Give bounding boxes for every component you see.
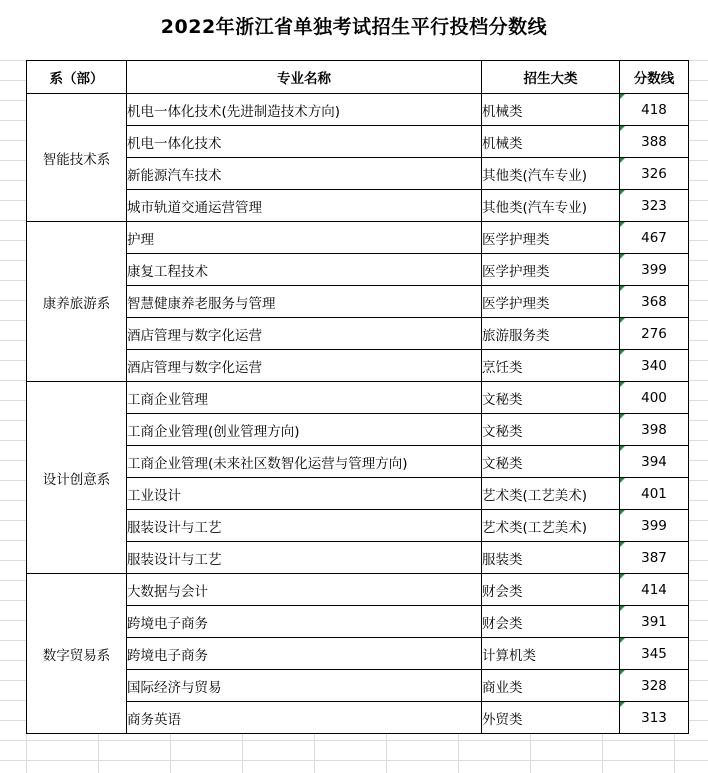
table-row (27, 542, 689, 574)
category-cell[interactable]: 艺术类(工艺美术) (482, 478, 620, 510)
number-as-text-flag-icon (620, 158, 625, 163)
score-value: 345 (641, 645, 667, 662)
score-value: 400 (641, 389, 667, 406)
category-cell[interactable]: 医学护理类 (482, 222, 620, 254)
number-as-text-flag-icon (620, 478, 625, 483)
category-cell[interactable]: 计算机类 (482, 638, 620, 670)
score-cell[interactable] (620, 190, 689, 222)
category-cell[interactable]: 商业类 (482, 670, 620, 702)
major-cell[interactable]: 商务英语 (127, 702, 482, 734)
category-cell[interactable]: 财会类 (482, 574, 620, 606)
table-row (27, 414, 689, 446)
category-cell[interactable]: 文秘类 (482, 382, 620, 414)
table-row (27, 286, 689, 318)
major-cell[interactable]: 智慧健康养老服务与管理 (127, 286, 482, 318)
score-cell[interactable] (620, 254, 689, 286)
number-as-text-flag-icon (620, 574, 625, 579)
score-cell[interactable] (620, 606, 689, 638)
title-band (0, 0, 708, 60)
table-row (27, 350, 689, 382)
score-value: 398 (641, 421, 667, 438)
header-category[interactable]: 招生大类 (482, 61, 620, 94)
score-cell[interactable] (620, 126, 689, 158)
page-title: 2022年浙江省单独考试招生平行投档分数线 (160, 16, 548, 38)
category-cell[interactable]: 医学护理类 (482, 254, 620, 286)
category-cell[interactable]: 旅游服务类 (482, 318, 620, 350)
score-cell[interactable] (620, 318, 689, 350)
score-cell[interactable] (620, 414, 689, 446)
table-row (27, 318, 689, 350)
table-row (27, 638, 689, 670)
score-value: 399 (641, 261, 667, 278)
score-value: 328 (641, 677, 667, 694)
score-cell[interactable] (620, 222, 689, 254)
table-row (27, 446, 689, 478)
major-cell[interactable]: 机电一体化技术(先进制造技术方向) (127, 94, 482, 126)
score-cell[interactable] (620, 478, 689, 510)
score-cell[interactable] (620, 574, 689, 606)
major-cell[interactable]: 酒店管理与数字化运营 (127, 318, 482, 350)
category-cell[interactable]: 机械类 (482, 126, 620, 158)
category-cell[interactable]: 机械类 (482, 94, 620, 126)
header-major[interactable]: 专业名称 (127, 61, 482, 94)
dept-cell[interactable]: 数字贸易系 (27, 574, 127, 734)
category-cell[interactable]: 外贸类 (482, 702, 620, 734)
header-score[interactable]: 分数线 (620, 61, 689, 94)
score-cell[interactable] (620, 382, 689, 414)
number-as-text-flag-icon (620, 510, 625, 515)
category-cell[interactable]: 文秘类 (482, 414, 620, 446)
table-row (27, 606, 689, 638)
major-cell[interactable]: 机电一体化技术 (127, 126, 482, 158)
header-row (27, 61, 689, 94)
number-as-text-flag-icon (620, 94, 625, 99)
table-row (27, 254, 689, 286)
category-cell[interactable]: 文秘类 (482, 446, 620, 478)
category-cell[interactable]: 烹饪类 (482, 350, 620, 382)
major-cell[interactable]: 工业设计 (127, 478, 482, 510)
number-as-text-flag-icon (620, 638, 625, 643)
score-cell[interactable] (620, 510, 689, 542)
score-value: 388 (641, 133, 667, 150)
number-as-text-flag-icon (620, 222, 625, 227)
score-cell[interactable] (620, 446, 689, 478)
score-cell[interactable] (620, 94, 689, 126)
score-value: 399 (641, 517, 667, 534)
major-cell[interactable]: 工商企业管理(创业管理方向) (127, 414, 482, 446)
major-cell[interactable]: 服装设计与工艺 (127, 542, 482, 574)
category-cell[interactable]: 其他类(汽车专业) (482, 158, 620, 190)
major-cell[interactable]: 酒店管理与数字化运营 (127, 350, 482, 382)
category-cell[interactable]: 艺术类(工艺美术) (482, 510, 620, 542)
score-cell[interactable] (620, 286, 689, 318)
score-value: 391 (641, 613, 667, 630)
table-row (27, 158, 689, 190)
number-as-text-flag-icon (620, 702, 625, 707)
score-value: 340 (641, 357, 667, 374)
dept-cell[interactable]: 设计创意系 (27, 382, 127, 574)
score-value: 276 (641, 325, 667, 342)
table-row (27, 190, 689, 222)
number-as-text-flag-icon (620, 542, 625, 547)
major-cell[interactable]: 大数据与会计 (127, 574, 482, 606)
major-cell[interactable]: 康复工程技术 (127, 254, 482, 286)
number-as-text-flag-icon (620, 318, 625, 323)
major-cell[interactable]: 跨境电子商务 (127, 638, 482, 670)
number-as-text-flag-icon (620, 414, 625, 419)
score-value: 418 (641, 101, 667, 118)
category-cell[interactable]: 医学护理类 (482, 286, 620, 318)
major-cell[interactable]: 工商企业管理 (127, 382, 482, 414)
category-cell[interactable]: 财会类 (482, 606, 620, 638)
number-as-text-flag-icon (620, 670, 625, 675)
major-cell[interactable]: 工商企业管理(未来社区数智化运营与管理方向) (127, 446, 482, 478)
table-row (27, 382, 689, 414)
score-value: 387 (641, 549, 667, 566)
score-value: 368 (641, 293, 667, 310)
number-as-text-flag-icon (620, 126, 625, 131)
table-row (27, 510, 689, 542)
number-as-text-flag-icon (620, 350, 625, 355)
score-value: 414 (641, 581, 667, 598)
score-cell[interactable] (620, 350, 689, 382)
major-cell[interactable]: 服装设计与工艺 (127, 510, 482, 542)
score-value: 394 (641, 453, 667, 470)
category-cell[interactable]: 服装类 (482, 542, 620, 574)
number-as-text-flag-icon (620, 190, 625, 195)
score-value: 323 (641, 197, 667, 214)
score-cell[interactable] (620, 638, 689, 670)
major-cell[interactable]: 国际经济与贸易 (127, 670, 482, 702)
major-cell[interactable]: 跨境电子商务 (127, 606, 482, 638)
score-cell[interactable] (620, 542, 689, 574)
table-row (27, 574, 689, 606)
admission-score-table (26, 60, 689, 734)
score-value: 401 (641, 485, 667, 502)
score-value: 467 (641, 229, 667, 246)
table-row (27, 702, 689, 734)
table-row (27, 94, 689, 126)
category-cell[interactable]: 其他类(汽车专业) (482, 190, 620, 222)
table-row (27, 478, 689, 510)
major-cell[interactable]: 新能源汽车技术 (127, 158, 482, 190)
number-as-text-flag-icon (620, 606, 625, 611)
dept-cell[interactable]: 康养旅游系 (27, 222, 127, 382)
major-cell[interactable]: 城市轨道交通运营管理 (127, 190, 482, 222)
score-cell[interactable] (620, 670, 689, 702)
number-as-text-flag-icon (620, 286, 625, 291)
number-as-text-flag-icon (620, 254, 625, 259)
score-value: 313 (641, 709, 667, 726)
table-row (27, 222, 689, 254)
dept-cell[interactable]: 智能技术系 (27, 94, 127, 222)
major-cell[interactable]: 护理 (127, 222, 482, 254)
score-value: 326 (641, 165, 667, 182)
score-cell[interactable] (620, 158, 689, 190)
number-as-text-flag-icon (620, 382, 625, 387)
table-row (27, 126, 689, 158)
number-as-text-flag-icon (620, 446, 625, 451)
score-cell[interactable] (620, 702, 689, 734)
header-dept[interactable]: 系（部） (27, 61, 127, 94)
table-row (27, 670, 689, 702)
